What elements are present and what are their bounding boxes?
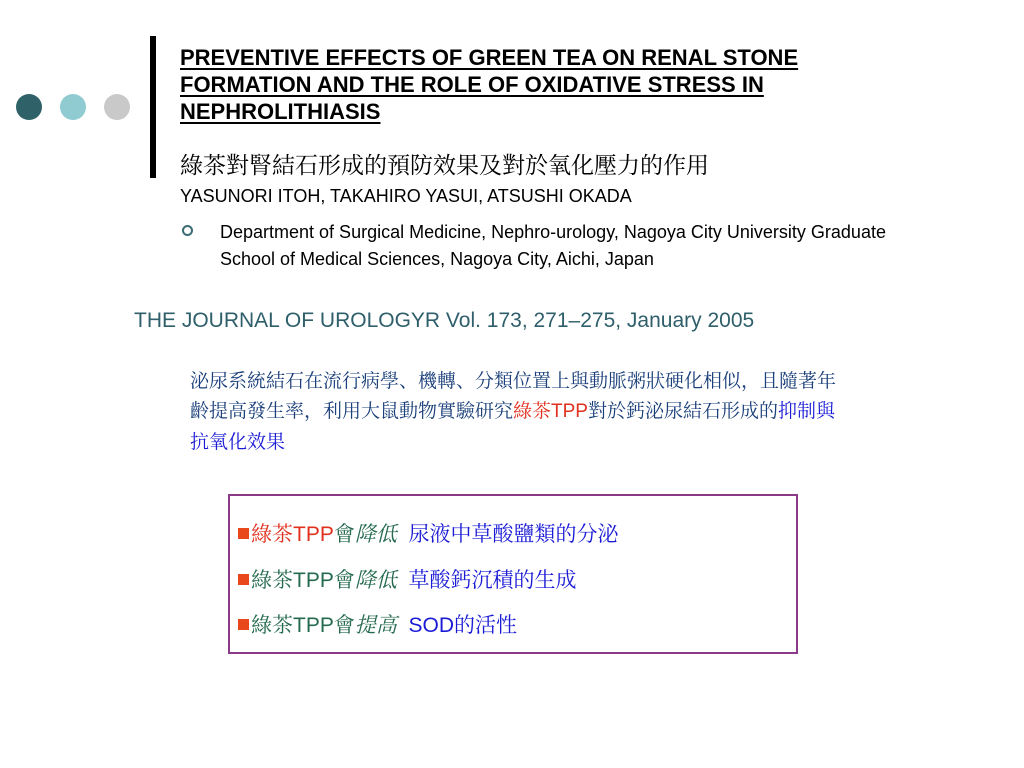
finding-object-sod: SOD bbox=[408, 614, 455, 637]
finding-tpp: TPP bbox=[293, 569, 334, 592]
finding-will: 會 bbox=[333, 522, 355, 546]
finding-subject: 綠茶 bbox=[251, 568, 293, 592]
finding-item-2 bbox=[238, 564, 577, 594]
abstract-text-a: 泌尿系統結石在流行病學、機轉、分類位置上與動脈粥狀硬化相似，且隨著年齡提高發生率，利用大鼠動物實驗研究 bbox=[190, 370, 837, 422]
finding-object: 尿液中草酸鹽類的分泌 bbox=[408, 522, 619, 546]
finding-subject: 綠茶 bbox=[251, 522, 293, 546]
finding-subject: 綠茶 bbox=[251, 613, 293, 637]
decor-dot-grey bbox=[104, 94, 130, 120]
findings-box bbox=[228, 494, 798, 654]
finding-item-1 bbox=[238, 518, 619, 548]
finding-item-3 bbox=[238, 609, 517, 639]
abstract-summary bbox=[190, 366, 850, 457]
abstract-tpp: TPP bbox=[551, 401, 588, 422]
finding-tpp: TPP bbox=[293, 614, 334, 637]
finding-verb: 降低 bbox=[354, 522, 397, 546]
finding-verb: 降低 bbox=[354, 568, 397, 592]
decor-dot-light bbox=[60, 94, 86, 120]
abstract-text-b: 對於鈣泌尿結石形成的 bbox=[587, 400, 778, 422]
finding-tpp: TPP bbox=[293, 523, 334, 546]
decor-dot-dark bbox=[16, 94, 42, 120]
abstract-green-tea: 綠茶 bbox=[513, 400, 552, 422]
square-bullet-icon bbox=[238, 574, 249, 585]
paper-title: PREVENTIVE EFFECTS OF GREEN TEA ON RENAL STONE FORMATION AND THE ROLE OF OXIDATIVE STRESS IN NEPHROLITHIASIS bbox=[180, 45, 799, 124]
square-bullet-icon bbox=[238, 619, 249, 630]
square-bullet-icon bbox=[238, 528, 249, 539]
finding-will: 會 bbox=[333, 613, 355, 637]
affiliation-text: Department of Surgical Medicine, Nephro-urology, Nagoya City University Graduate School of Medical Sciences, Nagoya City, Aichi, Japan bbox=[220, 222, 886, 269]
journal-citation: THE JOURNAL OF UROLOGYR Vol. 173, 271–275, January 2005 bbox=[134, 309, 755, 332]
title-accent-bar bbox=[150, 36, 156, 178]
bullet-ring-icon bbox=[182, 225, 193, 236]
abstract-highlight: 抑制與抗氧化效果 bbox=[190, 400, 836, 453]
finding-object: 的活性 bbox=[454, 613, 518, 637]
paper-title-chinese: 綠茶對腎結石形成的預防效果及對於氧化壓力的作用 bbox=[180, 153, 709, 179]
finding-object: 草酸鈣沉積的生成 bbox=[408, 568, 577, 592]
finding-will: 會 bbox=[333, 568, 355, 592]
authors: YASUNORI ITOH, TAKAHIRO YASUI, ATSUSHI OKADA bbox=[180, 186, 632, 206]
finding-verb: 提高 bbox=[354, 613, 397, 637]
